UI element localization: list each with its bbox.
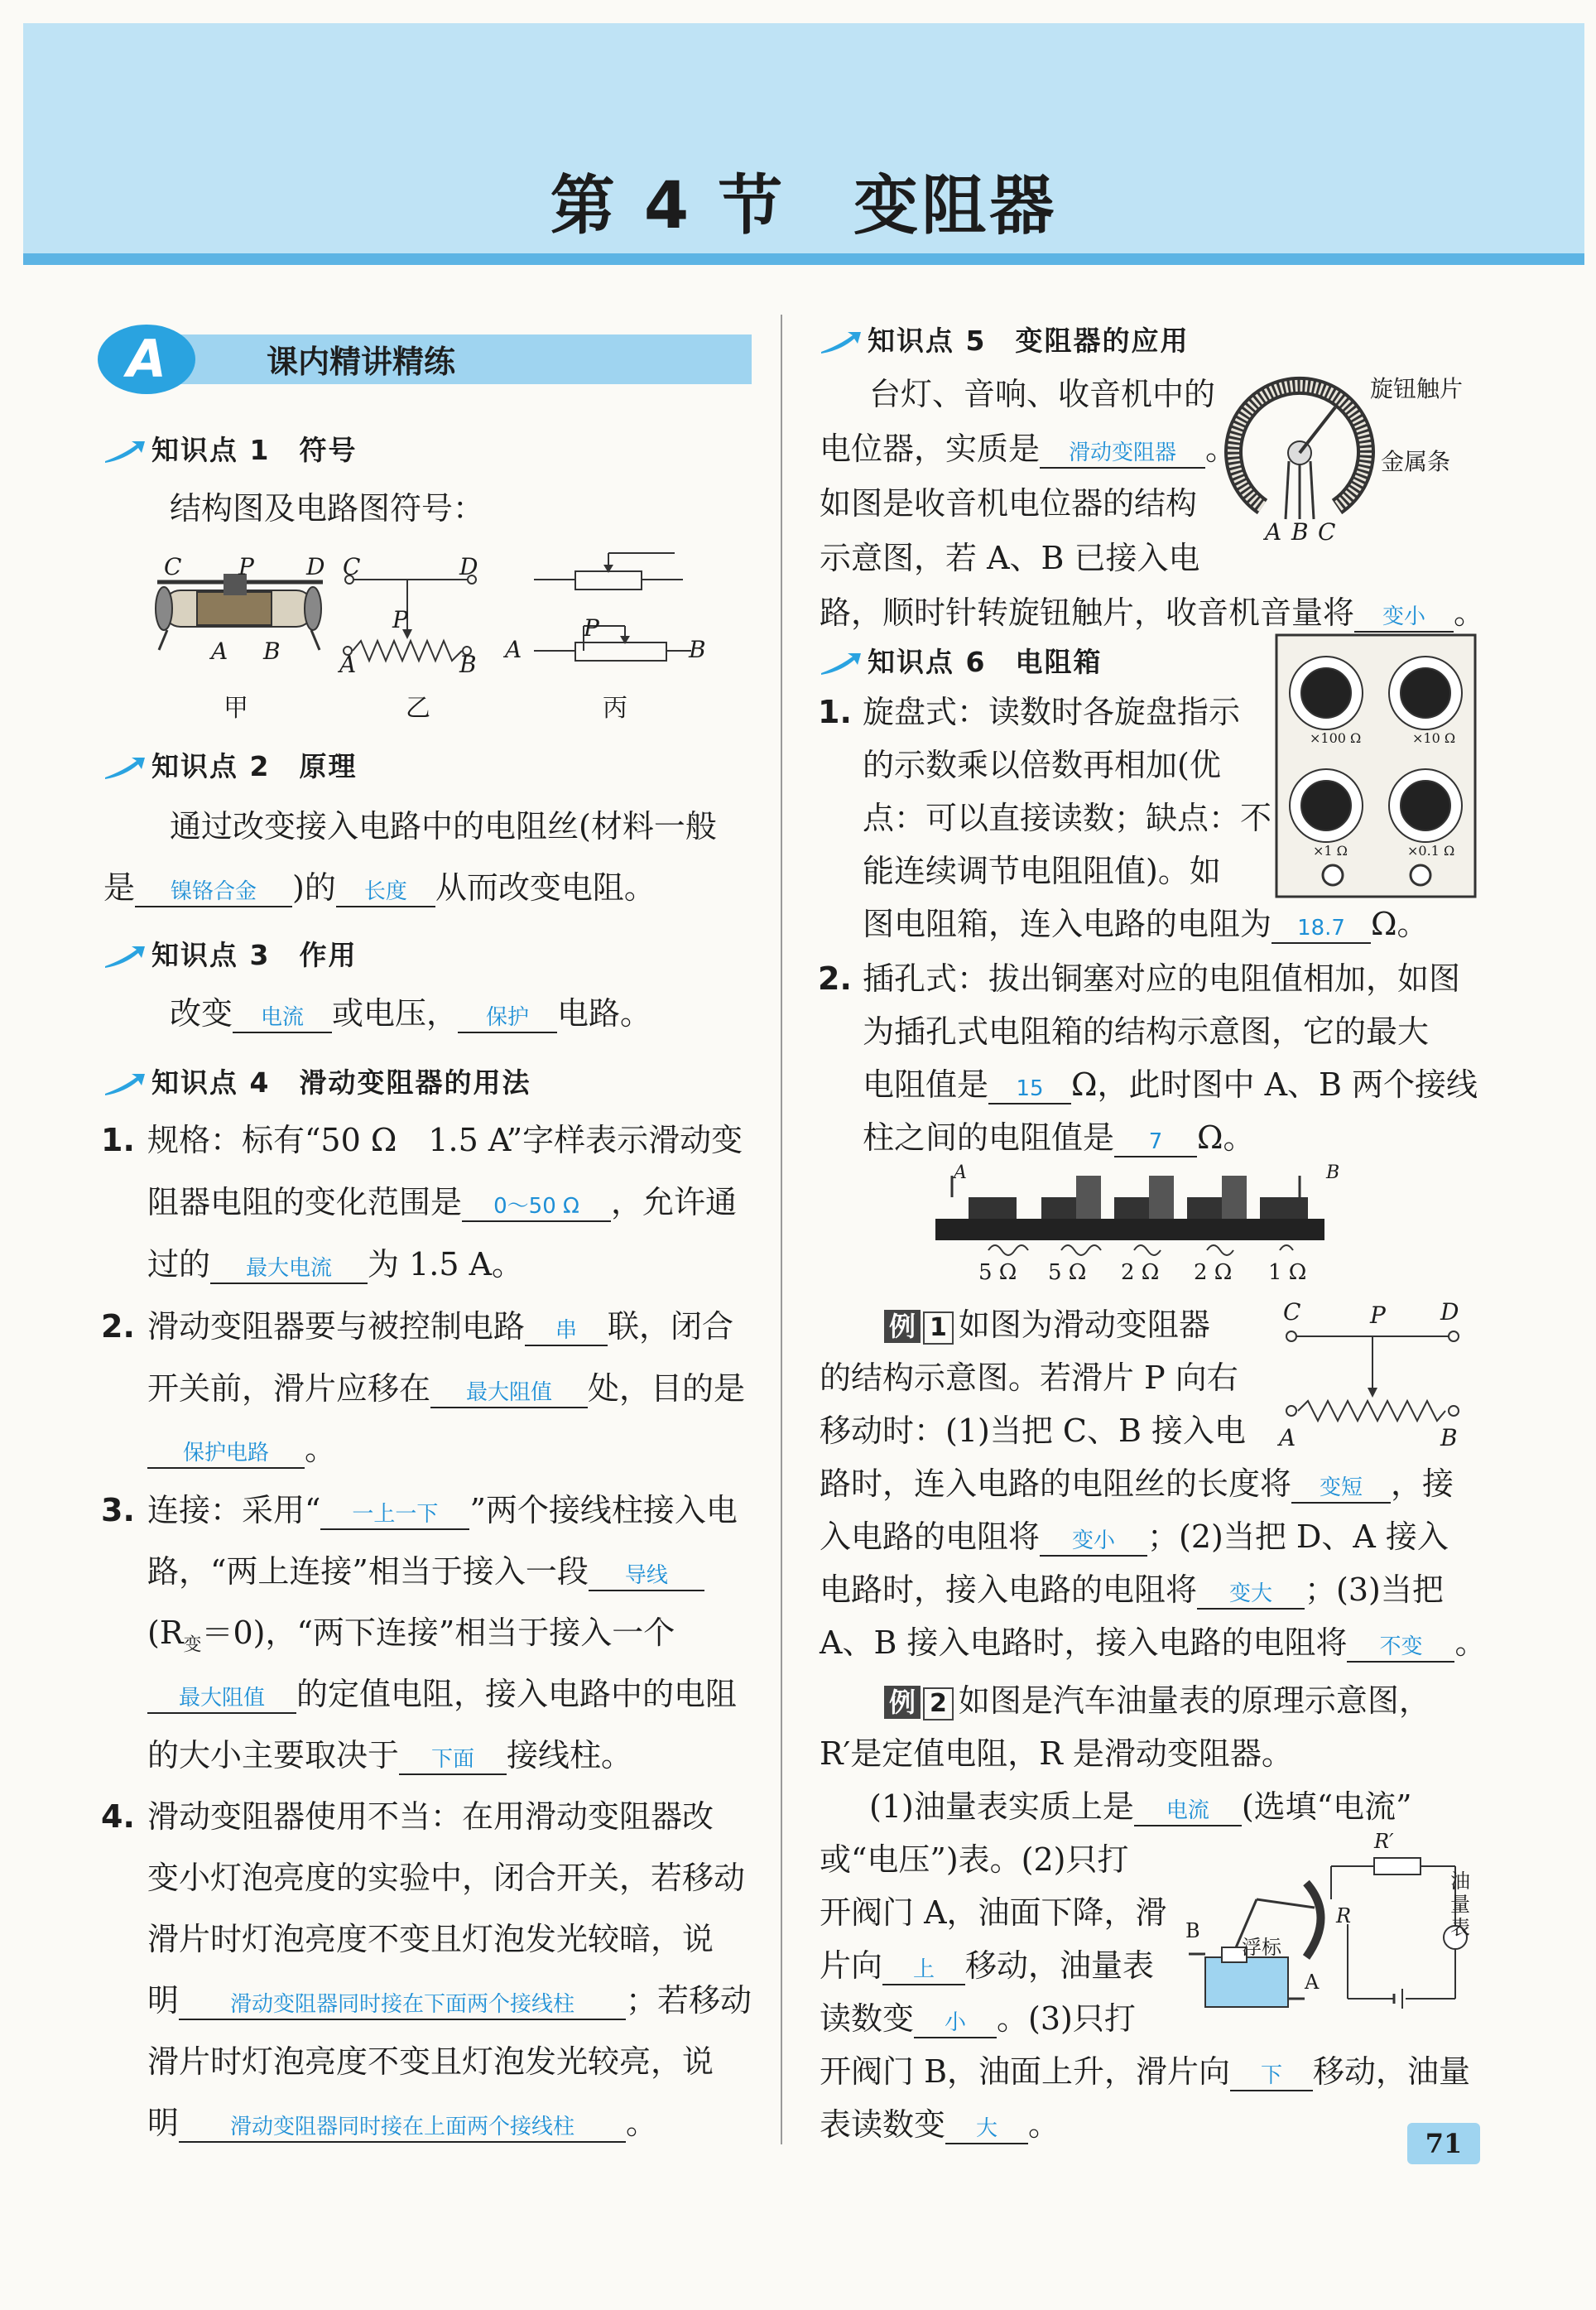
pot-label-c: C: [1318, 518, 1336, 546]
pot-knob-label: 旋钮触片: [1370, 375, 1464, 402]
answer-blank[interactable]: 滑动变阻器: [1040, 439, 1205, 469]
kp4-i4-l3: 滑片时灯泡亮度不变且灯泡发光较暗，说: [147, 1921, 714, 1957]
ex2-fig-rprime: R′: [1374, 1830, 1394, 1853]
answer-blank[interactable]: 串: [525, 1316, 608, 1346]
item-number: 1.: [101, 1122, 135, 1158]
kp6-i1-l1: 旋盘式：读数时各旋盘指示: [863, 694, 1241, 730]
ex1-l2: 的结构示意图。若滑片 P 向右: [820, 1360, 1238, 1396]
fig3-label-a: A: [505, 636, 522, 663]
answer-blank[interactable]: 18.7: [1272, 914, 1371, 944]
arrow-icon: [103, 440, 147, 464]
kp6-i1-l5: 图电阻箱，连入电路的电阻为 18.7 Ω。: [863, 906, 1429, 942]
ex1-fig-p: P: [1370, 1302, 1386, 1329]
kp2-line1: 通过改变接入电路中的电阻丝(材料一般: [170, 808, 717, 845]
ex1-fig-b: B: [1440, 1424, 1458, 1451]
example-number: 1: [923, 1311, 954, 1345]
answer-blank[interactable]: 大: [945, 2115, 1028, 2144]
answer-blank[interactable]: 变大: [1197, 1580, 1305, 1610]
ex1-fig-a: A: [1279, 1424, 1296, 1451]
plug-label-b: B: [1326, 1162, 1340, 1183]
fig2-label-b: B: [459, 651, 477, 678]
ex2-l4: 或“电压”)表。(2)只打: [820, 1841, 1129, 1878]
kp4-heading: 知识点 4 滑动变阻器的用法: [103, 1061, 531, 1100]
plug-label-a: A: [954, 1162, 967, 1183]
dial-mult-10: ×10 Ω: [1412, 730, 1456, 746]
fig1-label-p: P: [238, 553, 254, 580]
arrow-icon: [103, 945, 147, 970]
plug-value: 1 Ω: [1268, 1260, 1307, 1285]
fuel-gauge-circuit-diagram: [1182, 1833, 1480, 2032]
kp5-l4: 示意图，若 A、B 已接入电: [820, 540, 1200, 576]
pot-label-b: B: [1291, 518, 1309, 546]
ex2-fig-r: R: [1336, 1904, 1352, 1927]
dial-mult-01: ×0.1 Ω: [1407, 843, 1455, 859]
kp6-i1-l3: 点：可以直接读数；缺点：不: [863, 800, 1272, 836]
plug-value: 2 Ω: [1194, 1260, 1233, 1285]
example-1-line1: 例 1 如图为滑动变阻器: [884, 1307, 1210, 1345]
answer-blank[interactable]: 滑动变阻器同时接在上面两个接线柱: [179, 2113, 626, 2143]
fig1-label-c: C: [164, 553, 182, 580]
example1-rheostat-diagram: [1281, 1325, 1464, 1441]
ex2-fig-float: 浮标: [1242, 1936, 1281, 1959]
item-number: 3.: [101, 1492, 135, 1528]
fig1-caption: 甲: [224, 694, 248, 723]
kp6-i2-l1: 插孔式：拔出铜塞对应的电阻值相加，如图: [863, 960, 1461, 997]
kp6-i1-l2: 的示数乘以倍数再相加(优: [863, 747, 1221, 783]
answer-blank[interactable]: 保护电路: [147, 1439, 305, 1469]
answer-blank[interactable]: 长度: [336, 878, 435, 907]
pot-label-a: A: [1265, 518, 1282, 546]
ex1-fig-d: D: [1440, 1298, 1459, 1326]
column-divider: [781, 315, 782, 2144]
kp4-i4-l6: 明 滑动变阻器同时接在上面两个接线柱 。: [147, 2105, 658, 2141]
kp4-i2-l1: 滑动变阻器要与被控制电路 串 联，闭合: [147, 1308, 734, 1345]
fig1-label-b: B: [263, 638, 281, 665]
plug-value: 2 Ω: [1121, 1260, 1160, 1285]
answer-blank[interactable]: 变短: [1291, 1474, 1391, 1504]
pot-strip-label: 金属条: [1381, 448, 1451, 475]
fig1-label-d: D: [306, 553, 325, 580]
ex2-l5: 开阀门 A，油面下降，滑: [820, 1894, 1167, 1931]
ex2-fig-b: B: [1185, 1919, 1200, 1942]
answer-blank[interactable]: 7: [1114, 1128, 1197, 1157]
answer-blank[interactable]: 最大阻值: [430, 1379, 588, 1408]
fig2-label-c: C: [343, 553, 361, 580]
answer-blank[interactable]: 不变: [1347, 1633, 1454, 1663]
ex1-l4: 路时，连入电路的电阻丝的长度将 变短 ，接: [820, 1465, 1454, 1502]
arrow-icon: [103, 1072, 147, 1097]
resistance-box-diagram: [1275, 633, 1478, 900]
answer-blank[interactable]: 最大阻值: [147, 1684, 296, 1714]
fig2-label-d: D: [459, 553, 478, 580]
kp6-i1-l4: 能连续调节电阻阻值)。如: [863, 853, 1221, 889]
ex2-l3: (1)油量表实质上是 电流 (选填“电流”: [869, 1788, 1412, 1825]
kp5-l3: 如图是收音机电位器的结构: [820, 485, 1198, 522]
item-number: 2.: [101, 1308, 135, 1345]
ex2-l8: 开阀门 B，油面上升，滑片向 下 移动，油量: [820, 2053, 1471, 2090]
kp4-i4-l1: 滑动变阻器使用不当：在用滑动变阻器改: [147, 1798, 714, 1835]
answer-blank[interactable]: 上: [882, 1956, 965, 1985]
arrow-icon: [820, 330, 863, 355]
kp4-i2-l3: 保护电路 。: [147, 1431, 336, 1469]
kp4-i4-l5: 滑片时灯泡亮度不变且灯泡发光较亮，说: [147, 2043, 714, 2080]
answer-blank[interactable]: 最大电流: [210, 1254, 368, 1284]
answer-blank[interactable]: 变小: [1354, 603, 1454, 633]
answer-blank[interactable]: 保护: [458, 1003, 557, 1033]
answer-blank[interactable]: 电流: [1134, 1797, 1242, 1826]
page-number: 71: [1407, 2123, 1480, 2164]
kp5-l5: 路，顺时针转旋钮触片，收音机音量将 变小 。: [820, 594, 1486, 631]
plug-value: 5 Ω: [978, 1260, 1017, 1285]
potentiometer-diagram: [1229, 383, 1370, 532]
fig3-label-b: B: [689, 636, 706, 663]
answer-blank[interactable]: 一上一下: [320, 1500, 469, 1530]
item-number: 1.: [818, 694, 852, 730]
kp1-heading: 知识点 1 符号: [103, 429, 357, 468]
rheostat-circuit-symbol: [509, 546, 699, 671]
section-title: 课内精讲精练: [267, 344, 456, 380]
kp5-heading: 知识点 5 变阻器的应用: [820, 320, 1189, 359]
page-title: 第 4 节 变阻器: [550, 169, 1058, 243]
answer-blank[interactable]: 15: [988, 1075, 1071, 1104]
fig3-caption: 丙: [603, 694, 627, 723]
ex1-l6: 电路时，接入电路的电阻将 变大 ；(3)当把: [820, 1571, 1444, 1608]
kp3-line: 改变 电流 或电压， 保护 电路。: [170, 995, 652, 1032]
answer-blank[interactable]: 下: [1230, 2062, 1313, 2091]
kp4-i4-l2: 变小灯泡亮度的实验中，闭合开关，若移动: [147, 1860, 746, 1896]
arrow-icon: [103, 756, 147, 781]
kp2-heading: 知识点 2 原理: [103, 745, 357, 784]
answer-blank[interactable]: 滑动变阻器同时接在下面两个接线柱: [179, 1990, 626, 2020]
ex1-l3: 移动时：(1)当把 C、B 接入电: [820, 1412, 1246, 1449]
ex1-fig-c: C: [1283, 1298, 1301, 1326]
ex2-l9: 表读数变 大 。: [820, 2106, 1060, 2143]
answer-blank[interactable]: 0～50 Ω: [462, 1192, 611, 1222]
kp3-heading: 知识点 3 作用: [103, 934, 357, 973]
fig2-caption: 乙: [406, 694, 430, 723]
kp6-i2-l2: 为插孔式电阻箱的结构示意图，它的最大: [863, 1013, 1430, 1050]
kp4-i1-l1: 规格：标有“50 Ω 1.5 A”字样表示滑动变: [147, 1122, 743, 1158]
answer-blank[interactable]: 变小: [1040, 1527, 1147, 1557]
answer-blank[interactable]: 导线: [589, 1562, 704, 1591]
kp4-i3-l2: 路，“两上连接”相当于接入一段 导线: [147, 1553, 704, 1591]
header-band: [23, 23, 1584, 265]
ex2-l6: 片向 上 移动，油量表: [820, 1947, 1155, 1984]
fig3-label-p: P: [584, 614, 599, 642]
answer-blank[interactable]: 小: [914, 2009, 997, 2038]
example-2-line1: 例 2 如图是汽车油量表的原理示意图，: [884, 1682, 1430, 1720]
fig2-label-a: A: [339, 651, 357, 678]
answer-blank[interactable]: 镍铬合金: [135, 878, 292, 907]
kp4-i2-l2: 开关前，滑片应移在 最大阻值 处，目的是: [147, 1370, 746, 1407]
item-number: 4.: [101, 1798, 135, 1835]
kp6-heading: 知识点 6 电阻箱: [820, 641, 1102, 680]
ex2-l7: 读数变 小 。(3)只打: [820, 2000, 1136, 2037]
kp5-l1: 台灯、音响、收音机中的: [869, 376, 1216, 412]
dial-mult-1: ×1 Ω: [1313, 843, 1348, 859]
plug-value: 5 Ω: [1048, 1260, 1087, 1285]
kp1-intro: 结构图及电路图符号：: [170, 490, 485, 527]
kp4-i1-l2: 阻器电阻的变化范围是 0～50 Ω ，允许通: [147, 1184, 738, 1220]
kp4-i3-l5: 的大小主要取决于 下面 接线柱。: [147, 1737, 633, 1773]
kp4-i3-l3: $(R_变=0)$，“两下连接”相当于接入一个: [147, 1615, 675, 1656]
section-badge: A: [98, 325, 195, 394]
ex2-fig-a: A: [1305, 1971, 1320, 1994]
dial-mult-100: ×100 Ω: [1310, 730, 1362, 746]
answer-blank[interactable]: 下面: [399, 1745, 507, 1775]
kp4-i1-l3: 过的 最大电流 为 1.5 A。: [147, 1246, 524, 1283]
ex2-l2: R′是定值电阻，R 是滑动变阻器。: [820, 1735, 1293, 1772]
kp4-i3-l4: 最大阻值 的定值电阻，接入电路中的电阻: [147, 1676, 737, 1714]
item-number: 2.: [818, 960, 852, 997]
answer-blank[interactable]: 电流: [233, 1003, 332, 1033]
kp4-i3-l1: 连接：采用“ 一上一下 ”两个接线柱接入电: [147, 1492, 738, 1528]
example-tag: 例: [884, 1310, 921, 1343]
ex1-l5: 入电路的电阻将 变小 ；(2)当把 D、A 接入: [820, 1518, 1449, 1555]
example-number: 2: [923, 1687, 954, 1720]
header-stripe: [23, 253, 1584, 265]
fig2-label-p: P: [392, 606, 408, 633]
kp4-i4-l4: 明 滑动变阻器同时接在下面两个接线柱 ；若移动: [147, 1982, 752, 2019]
ex1-l7: A、B 接入电路时，接入电路的电阻将 不变 。: [820, 1624, 1487, 1661]
kp6-i2-l4: 柱之间的电阻值是 7 Ω。: [863, 1119, 1255, 1156]
kp2-line2: 是 镍铬合金 )的 长度 从而改变电阻。: [103, 869, 656, 906]
ex2-fig-gauge: 油量表: [1450, 1870, 1470, 1939]
example-tag: 例: [884, 1686, 921, 1719]
fig1-label-a: A: [211, 638, 228, 665]
kp6-i2-l3: 电阻值是 15 Ω，此时图中 A、B 两个接线: [863, 1066, 1478, 1103]
kp5-l2: 电位器，实质是 滑动变阻器 。: [820, 431, 1238, 467]
arrow-icon: [820, 652, 863, 676]
